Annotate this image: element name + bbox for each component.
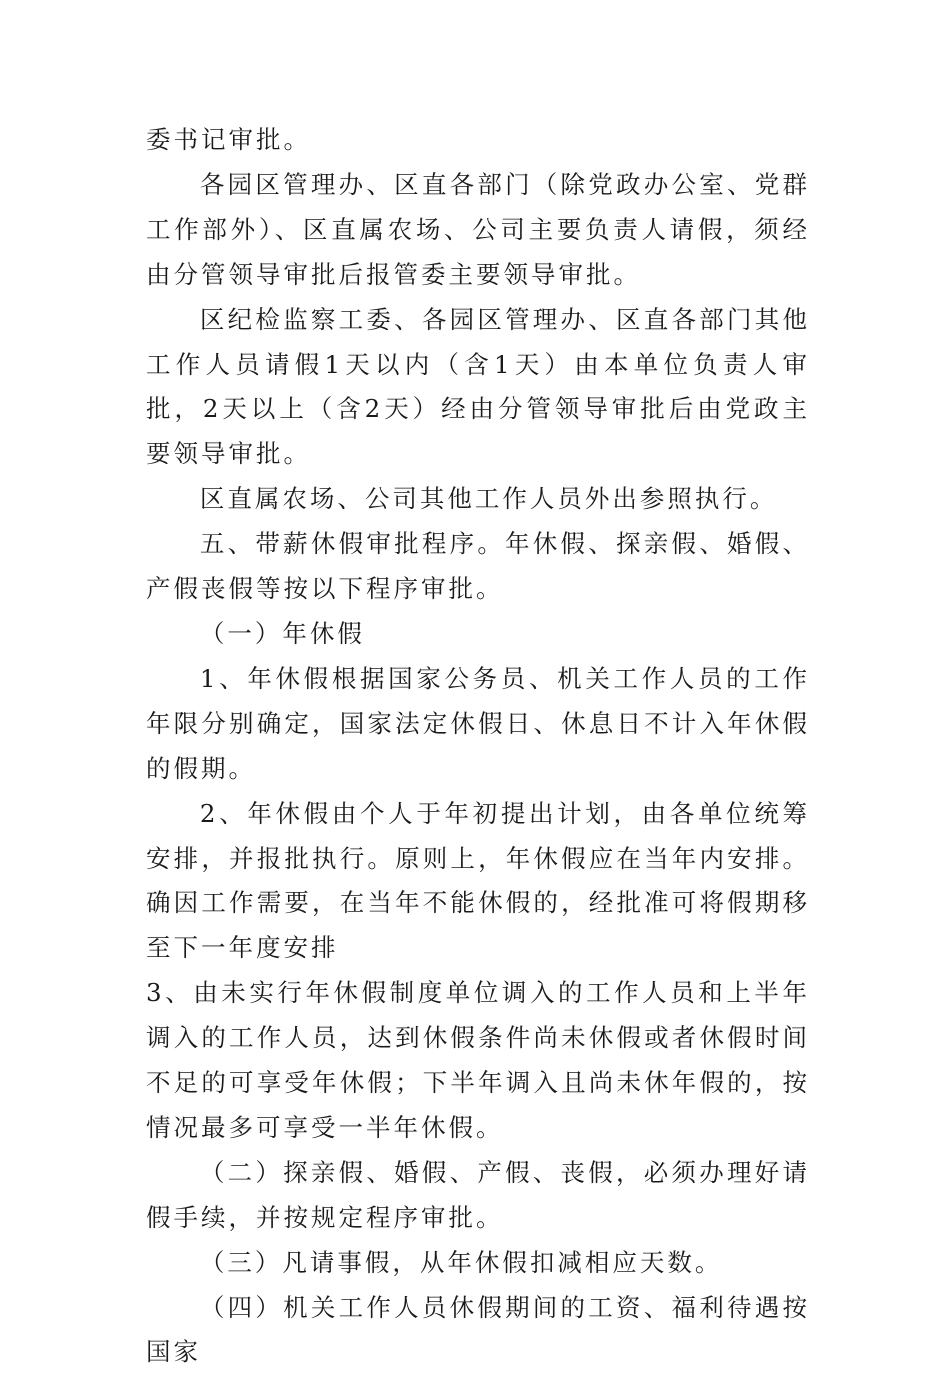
section-paid-leave-heading: 五、带薪休假审批程序。年休假、探亲假、婚假、产假丧假等按以下程序审批。 [146, 529, 810, 604]
paragraph-farm-company-staff: 区直属农场、公司其他工作人员外出参照执行。 [199, 484, 778, 514]
paragraph-department-heads-leave: 各园区管理办、区直各部门（除党政办公室、党群工作部外）、区直属农场、公司主要负责人请假，须经由分管领导审批后报管委主要领导审批。 [146, 169, 810, 289]
paragraph-staff-leave: 区纪检监察工委、各园区管理办、区直各部门其他工作人员请假1天以内（含1天）由本单位负责人审批，2天以上（含2天）经由分管领导审批后由党政主要领导审批。 [146, 304, 810, 469]
subsection-personal-leave: （三）凡请事假，从年休假扣减相应天数。 [199, 1247, 723, 1277]
document-body [146, 118, 810, 1375]
item-annual-leave-3: 3、由未实行年休假制度单位调入的工作人员和上半年调入的工作人员，达到休假条件尚未休假或者休假时间不足的可享受年休假；下半年调入且尚未休年假的，按情况最多可享受一半年休假。 [146, 978, 810, 1142]
subsection-annual-leave-heading: （一）年休假 [199, 618, 365, 648]
item-annual-leave-1: 1、年休假根据国家公务员、机关工作人员的工作年限分别确定，国家法定休假日、休息日不计入年休假的假期。 [146, 663, 810, 783]
subsection-salary-benefits: （四）机关工作人员休假期间的工资、福利待遇按国家 [146, 1292, 810, 1367]
item-annual-leave-2: 2、年休假由个人于年初提出计划，由各单位统筹安排，并报批执行。原则上，年休假应在当年内安排。确因工作需要，在当年不能休假的，经批准可将假期移至下一年度安排 [146, 798, 810, 963]
subsection-family-marriage-leave: （二）探亲假、婚假、产假、丧假，必须办理好请假手续，并按规定程序审批。 [146, 1157, 810, 1232]
paragraph-continuation: 委书记审批。 [146, 125, 311, 154]
